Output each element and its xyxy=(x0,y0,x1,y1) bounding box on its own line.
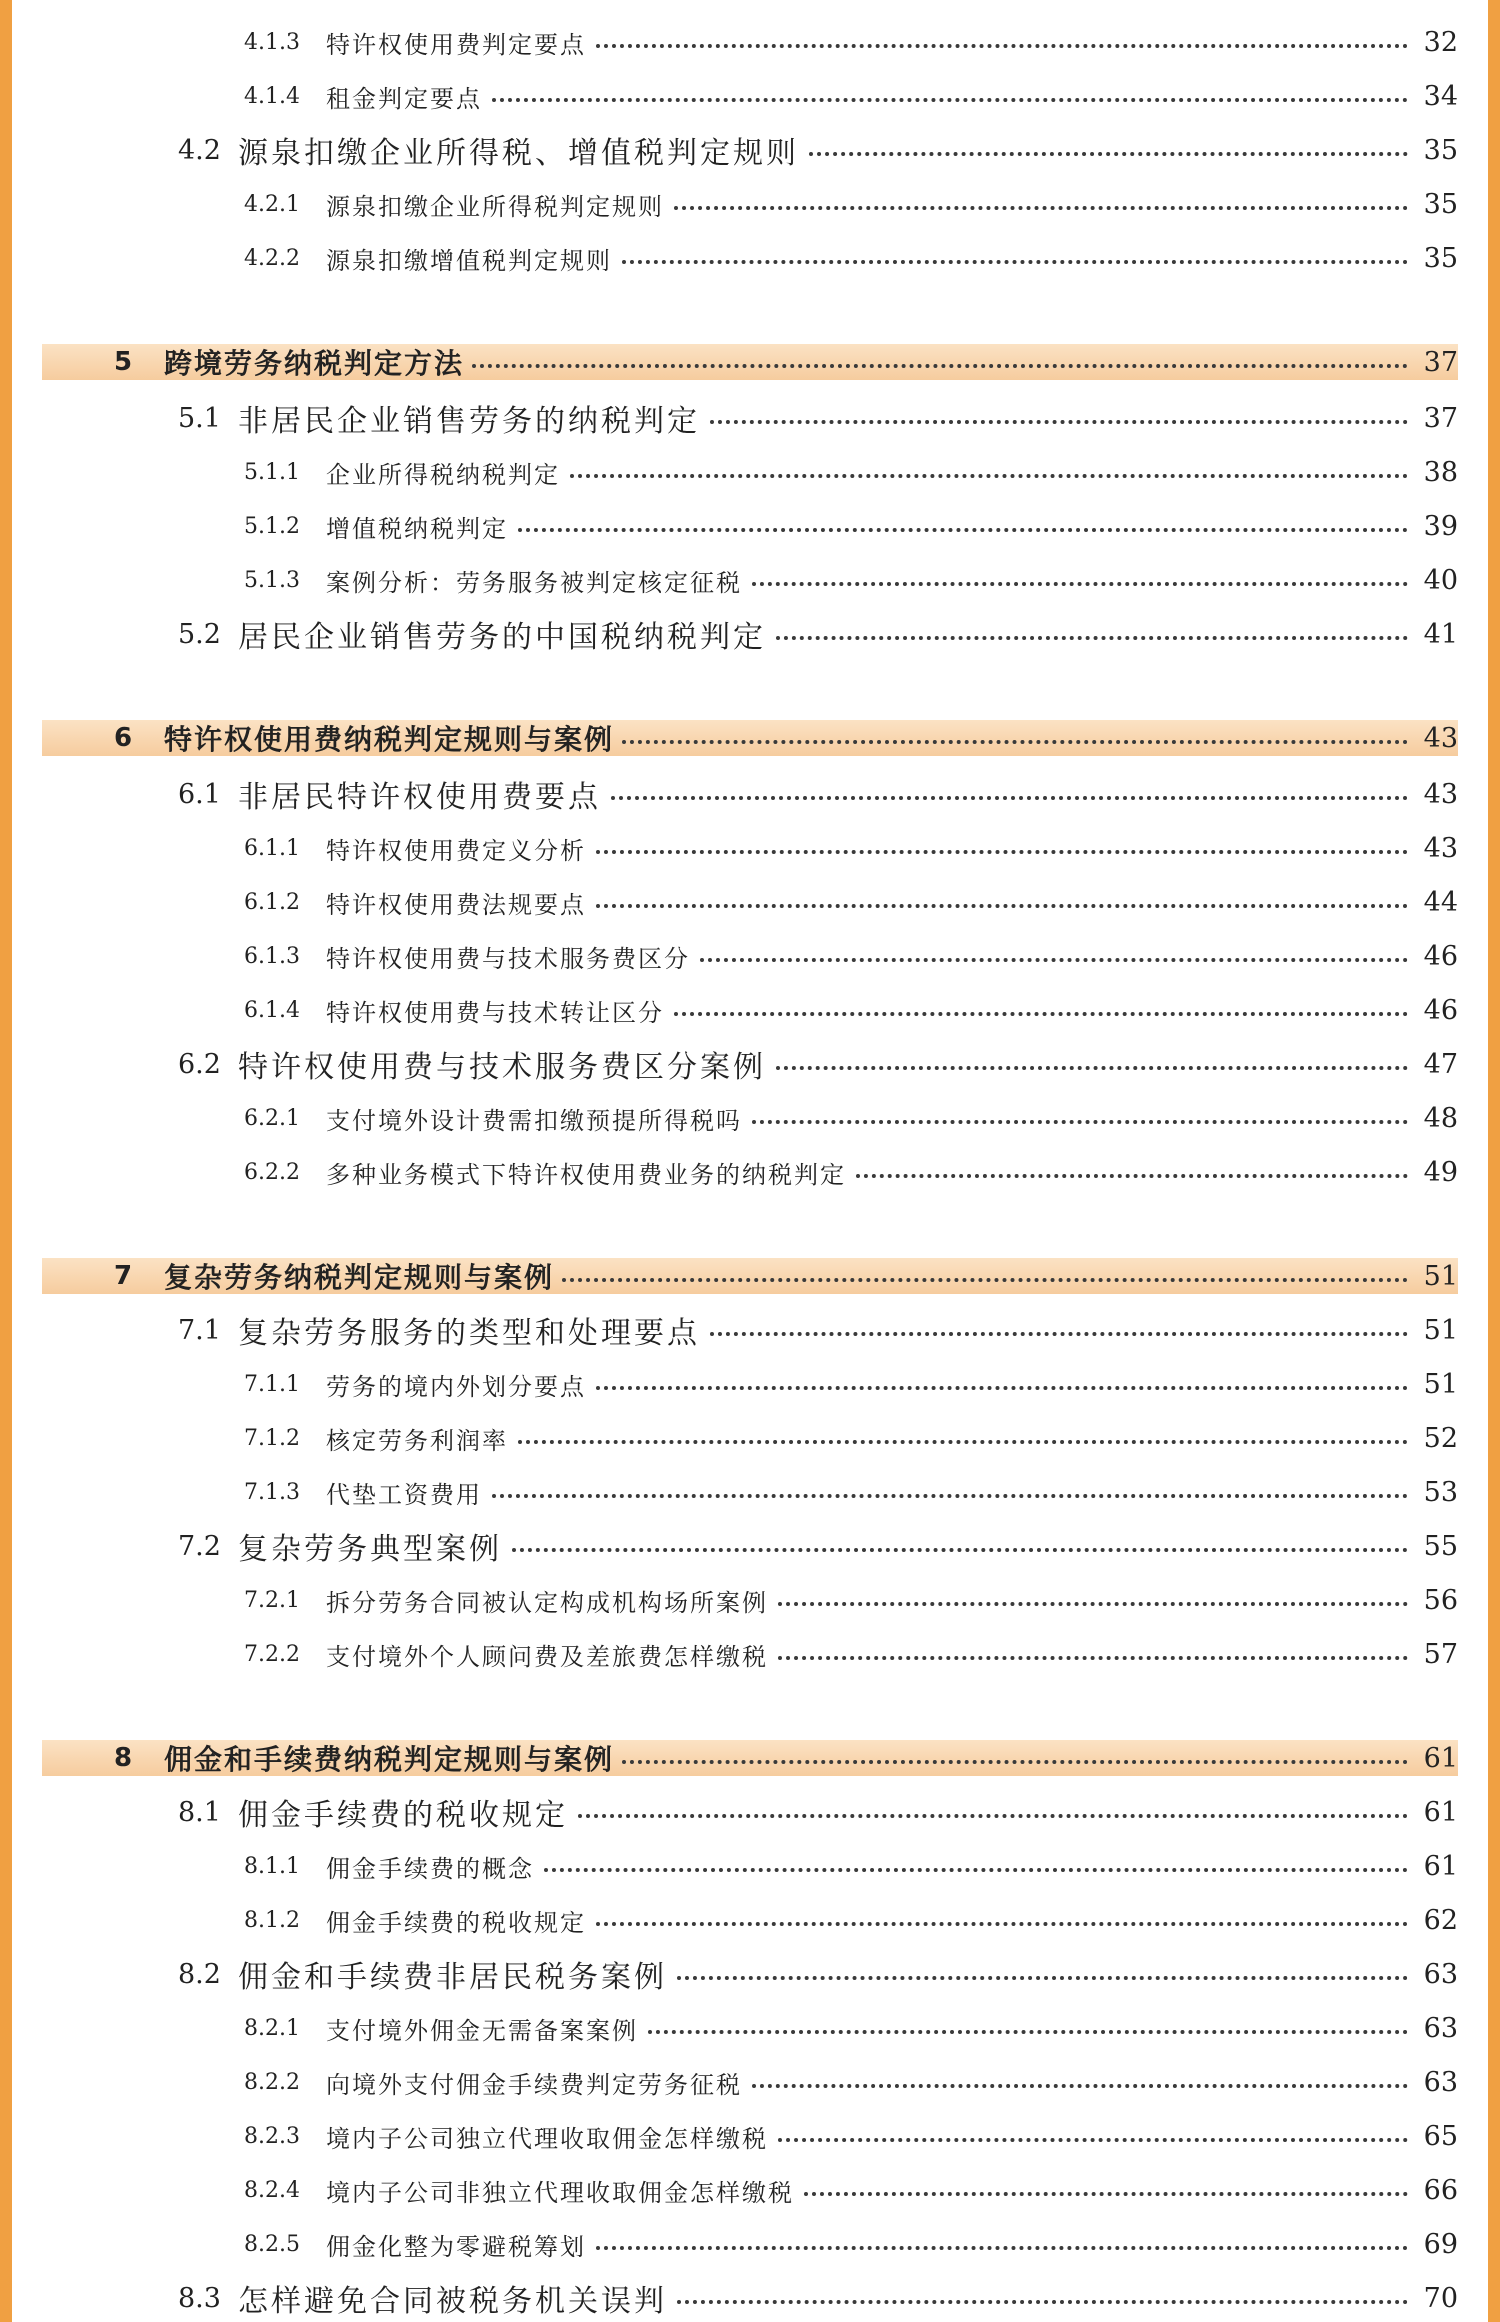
toc-entry-title: 特许权使用费纳税判定规则与案例 xyxy=(164,723,615,756)
toc-entry-number: 8.2 xyxy=(178,1958,221,1990)
toc-entry-title: 佣金和手续费非居民税务案例 xyxy=(238,1960,667,1995)
toc-entry-title: 支付境外佣金无需备案案例 xyxy=(326,2016,638,2045)
dot-leader xyxy=(856,1174,1408,1178)
toc-entry-number: 8.2.4 xyxy=(244,2177,300,2203)
dot-leader xyxy=(674,1012,1408,1016)
toc-page-number: 43 xyxy=(1423,832,1458,864)
toc-entry-number: 6 xyxy=(114,723,133,753)
toc-entry-number: 6.1.4 xyxy=(244,997,300,1023)
toc-page-number: 56 xyxy=(1423,1584,1458,1616)
dot-leader xyxy=(596,904,1408,908)
toc-entry-title: 多种业务模式下特许权使用费业务的纳税判定 xyxy=(326,1160,846,1189)
toc-entry-title: 复杂劳务纳税判定规则与案例 xyxy=(164,1261,555,1294)
toc-entry-6-2[interactable] xyxy=(42,1044,1458,1084)
toc-page-number: 70 xyxy=(1423,2282,1458,2314)
toc-page-number: 37 xyxy=(1423,346,1458,378)
toc-page-number: 38 xyxy=(1423,456,1458,488)
dot-leader xyxy=(752,582,1408,586)
toc-page-number: 32 xyxy=(1423,26,1458,58)
toc-entry-title: 佣金化整为零避税筹划 xyxy=(326,2232,586,2261)
toc-entry-title: 劳务的境内外划分要点 xyxy=(326,1372,586,1401)
toc-entry-title: 代垫工资费用 xyxy=(326,1480,482,1509)
toc-entry-4-2-2[interactable] xyxy=(42,238,1458,278)
dot-leader xyxy=(512,1548,1408,1552)
toc-entry-title: 佣金和手续费纳税判定规则与案例 xyxy=(164,1743,615,1776)
toc-entry-7-2-1[interactable] xyxy=(42,1580,1458,1620)
dot-leader xyxy=(700,958,1408,962)
toc-entry-number: 5 xyxy=(114,347,133,377)
dot-leader xyxy=(622,260,1408,264)
toc-entry-4-1-4[interactable] xyxy=(42,76,1458,116)
dot-leader xyxy=(596,1386,1408,1390)
toc-page-number: 35 xyxy=(1423,242,1458,274)
toc-entry-title: 特许权使用费与技术服务费区分 xyxy=(326,944,690,973)
toc-chapter-5[interactable] xyxy=(42,344,1458,380)
toc-page-number: 51 xyxy=(1423,1368,1458,1400)
toc-entry-8-2-4[interactable] xyxy=(42,2170,1458,2210)
toc-entry-number: 6.2 xyxy=(178,1048,221,1080)
toc-entry-number: 5.1.1 xyxy=(244,459,300,485)
toc-entry-title: 支付境外设计费需扣缴预提所得税吗 xyxy=(326,1106,742,1135)
toc-entry-title: 租金判定要点 xyxy=(326,84,482,113)
dot-leader xyxy=(472,364,1408,368)
toc-entry-number: 7.1 xyxy=(178,1314,221,1346)
toc-entry-8-2-2[interactable] xyxy=(42,2062,1458,2102)
toc-entry-5-1-3[interactable] xyxy=(42,560,1458,600)
toc-entry-7-1[interactable] xyxy=(42,1310,1458,1350)
toc-entry-5-1-2[interactable] xyxy=(42,506,1458,546)
toc-entry-title: 源泉扣缴企业所得税、增值税判定规则 xyxy=(238,136,799,171)
toc-entry-number: 8.2.1 xyxy=(244,2015,300,2041)
dot-leader xyxy=(710,420,1408,424)
toc-entry-number: 4.2.1 xyxy=(244,191,300,217)
toc-page-number: 52 xyxy=(1423,1422,1458,1454)
dot-leader xyxy=(596,2246,1408,2250)
toc-entry-6-1-3[interactable] xyxy=(42,936,1458,976)
toc-page-number: 44 xyxy=(1423,886,1458,918)
toc-entry-8-2-5[interactable] xyxy=(42,2224,1458,2264)
toc-chapter-6[interactable] xyxy=(42,720,1458,756)
toc-page-number: 63 xyxy=(1423,2012,1458,2044)
toc-chapter-8[interactable] xyxy=(42,1740,1458,1776)
toc-entry-number: 5.1.3 xyxy=(244,567,300,593)
toc-entry-7-1-2[interactable] xyxy=(42,1418,1458,1458)
toc-entry-8-2[interactable] xyxy=(42,1954,1458,1994)
toc-entry-title: 特许权使用费法规要点 xyxy=(326,890,586,919)
dot-leader xyxy=(752,2084,1408,2088)
toc-entry-title: 核定劳务利润率 xyxy=(326,1426,508,1455)
toc-entry-5-2[interactable] xyxy=(42,614,1458,654)
dot-leader xyxy=(710,1332,1408,1336)
toc-page-number: 51 xyxy=(1423,1260,1458,1292)
toc-entry-number: 8.1.1 xyxy=(244,1853,300,1879)
dot-leader xyxy=(804,2192,1408,2196)
toc-page-number: 55 xyxy=(1423,1530,1458,1562)
toc-page-number: 61 xyxy=(1423,1850,1458,1882)
toc-entry-number: 7 xyxy=(114,1261,133,1291)
toc-entry-8-2-3[interactable] xyxy=(42,2116,1458,2156)
toc-entry-number: 8.2.3 xyxy=(244,2123,300,2149)
toc-entry-number: 6.1 xyxy=(178,778,221,810)
dot-leader xyxy=(648,2030,1408,2034)
toc-page-number: 46 xyxy=(1423,940,1458,972)
toc-entry-number: 8.3 xyxy=(178,2282,221,2314)
toc-entry-title: 案例分析：劳务服务被判定核定征税 xyxy=(326,568,742,597)
toc-entry-number: 7.2.2 xyxy=(244,1641,300,1667)
toc-page-number: 61 xyxy=(1423,1742,1458,1774)
toc-entry-6-2-2[interactable] xyxy=(42,1152,1458,1192)
toc-page-number: 40 xyxy=(1423,564,1458,596)
toc-entry-number: 6.1.3 xyxy=(244,943,300,969)
dot-leader xyxy=(544,1868,1408,1872)
toc-entry-number: 4.1.3 xyxy=(244,29,300,55)
dot-leader xyxy=(677,1976,1408,1980)
toc-entry-8-1-2[interactable] xyxy=(42,1900,1458,1940)
toc-page-number: 62 xyxy=(1423,1904,1458,1936)
toc-entry-4-2-1[interactable] xyxy=(42,184,1458,224)
toc-page-number: 35 xyxy=(1423,134,1458,166)
toc-page-number: 43 xyxy=(1423,722,1458,754)
toc-entry-5-1[interactable] xyxy=(42,398,1458,438)
toc-entry-title: 境内子公司非独立代理收取佣金怎样缴税 xyxy=(326,2178,794,2207)
toc-entry-6-1[interactable] xyxy=(42,774,1458,814)
toc-page-number: 43 xyxy=(1423,778,1458,810)
toc-page-number: 57 xyxy=(1423,1638,1458,1670)
toc-entry-number: 6.1.2 xyxy=(244,889,300,915)
dot-leader xyxy=(562,1278,1408,1282)
toc-entry-6-1-4[interactable] xyxy=(42,990,1458,1030)
toc-entry-7-1-3[interactable] xyxy=(42,1472,1458,1512)
dot-leader xyxy=(752,1120,1408,1124)
dot-leader xyxy=(778,1602,1408,1606)
toc-entry-title: 佣金手续费的税收规定 xyxy=(326,1908,586,1937)
toc-page-number: 47 xyxy=(1423,1048,1458,1080)
toc-entry-number: 8.1.2 xyxy=(244,1907,300,1933)
toc-entry-number: 4.1.4 xyxy=(244,83,300,109)
toc-entry-number: 5.1.2 xyxy=(244,513,300,539)
toc-entry-title: 企业所得税纳税判定 xyxy=(326,460,560,489)
toc-page-number: 37 xyxy=(1423,402,1458,434)
toc-entry-6-1-1[interactable] xyxy=(42,828,1458,868)
dot-leader xyxy=(677,2300,1408,2304)
toc-entry-title: 复杂劳务服务的类型和处理要点 xyxy=(238,1316,700,1351)
toc-entry-6-1-2[interactable] xyxy=(42,882,1458,922)
dot-leader xyxy=(622,740,1408,744)
toc-entry-number: 6.2.1 xyxy=(244,1105,300,1131)
toc-page-number: 41 xyxy=(1423,618,1458,650)
toc-page-number: 63 xyxy=(1423,1958,1458,1990)
toc-entry-title: 佣金手续费的税收规定 xyxy=(238,1798,568,1833)
toc-entry-title: 源泉扣缴企业所得税判定规则 xyxy=(326,192,664,221)
toc-page-number: 65 xyxy=(1423,2120,1458,2152)
toc-page-number: 61 xyxy=(1423,1796,1458,1828)
toc-entry-title: 向境外支付佣金手续费判定劳务征税 xyxy=(326,2070,742,2099)
toc-entry-8-3[interactable] xyxy=(42,2278,1458,2318)
dot-leader xyxy=(809,152,1408,156)
toc-entry-number: 4.2 xyxy=(178,134,221,166)
toc-page-number: 39 xyxy=(1423,510,1458,542)
toc-entry-title: 境内子公司独立代理收取佣金怎样缴税 xyxy=(326,2124,768,2153)
toc-page-number: 34 xyxy=(1423,80,1458,112)
toc-page-number: 63 xyxy=(1423,2066,1458,2098)
dot-leader xyxy=(776,1066,1408,1070)
dot-leader xyxy=(778,1656,1408,1660)
toc-entry-title: 佣金手续费的概念 xyxy=(326,1854,534,1883)
toc-entry-title: 非居民特许权使用费要点 xyxy=(238,780,601,815)
dot-leader xyxy=(492,1494,1408,1498)
toc-entry-5-1-1[interactable] xyxy=(42,452,1458,492)
toc-entry-number: 8.2.2 xyxy=(244,2069,300,2095)
toc-page-number: 53 xyxy=(1423,1476,1458,1508)
toc-entry-title: 居民企业销售劳务的中国税纳税判定 xyxy=(238,620,766,655)
toc-entry-7-1-1[interactable] xyxy=(42,1364,1458,1404)
dot-leader xyxy=(776,636,1408,640)
toc-entry-number: 6.1.1 xyxy=(244,835,300,861)
toc-page-number: 69 xyxy=(1423,2228,1458,2260)
toc-entry-title: 支付境外个人顾问费及差旅费怎样缴税 xyxy=(326,1642,768,1671)
toc-entry-8-1[interactable] xyxy=(42,1792,1458,1832)
toc-entry-7-2[interactable] xyxy=(42,1526,1458,1566)
toc-entry-number: 6.2.2 xyxy=(244,1159,300,1185)
dot-leader xyxy=(611,796,1408,800)
toc-entry-number: 4.2.2 xyxy=(244,245,300,271)
toc-page-number: 51 xyxy=(1423,1314,1458,1346)
toc-entry-number: 7.1.1 xyxy=(244,1371,300,1397)
dot-leader xyxy=(518,528,1408,532)
toc-entry-number: 8 xyxy=(114,1743,133,1773)
toc-entry-title: 增值税纳税判定 xyxy=(326,514,508,543)
toc-page-number: 49 xyxy=(1423,1156,1458,1188)
dot-leader xyxy=(596,850,1408,854)
toc-entry-number: 7.1.2 xyxy=(244,1425,300,1451)
dot-leader xyxy=(596,1922,1408,1926)
toc-entry-6-2-1[interactable] xyxy=(42,1098,1458,1138)
toc-entry-title: 特许权使用费判定要点 xyxy=(326,30,586,59)
toc-entry-4-2[interactable] xyxy=(42,130,1458,170)
toc-entry-4-1-3[interactable] xyxy=(42,22,1458,62)
toc-entry-title: 跨境劳务纳税判定方法 xyxy=(164,347,465,380)
dot-leader xyxy=(518,1440,1408,1444)
toc-chapter-7[interactable] xyxy=(42,1258,1458,1294)
toc-entry-title: 非居民企业销售劳务的纳税判定 xyxy=(238,404,700,439)
toc-entry-title: 源泉扣缴增值税判定规则 xyxy=(326,246,612,275)
toc-entry-title: 拆分劳务合同被认定构成机构场所案例 xyxy=(326,1588,768,1617)
toc-entry-title: 特许权使用费定义分析 xyxy=(326,836,586,865)
toc-entry-number: 5.2 xyxy=(178,618,221,650)
toc-page-number: 35 xyxy=(1423,188,1458,220)
dot-leader xyxy=(674,206,1408,210)
dot-leader xyxy=(596,44,1408,48)
toc-page-number: 48 xyxy=(1423,1102,1458,1134)
toc-entry-number: 8.1 xyxy=(178,1796,221,1828)
dot-leader xyxy=(492,98,1408,102)
dot-leader xyxy=(570,474,1408,478)
toc-entry-number: 7.2 xyxy=(178,1530,221,1562)
toc-entry-title: 怎样避免合同被税务机关误判 xyxy=(238,2284,667,2319)
toc-entry-8-2-1[interactable] xyxy=(42,2008,1458,2048)
toc-entry-title: 特许权使用费与技术转让区分 xyxy=(326,998,664,1027)
dot-leader xyxy=(778,2138,1408,2142)
dot-leader xyxy=(578,1814,1408,1818)
toc-entry-number: 7.2.1 xyxy=(244,1587,300,1613)
toc-entry-title: 特许权使用费与技术服务费区分案例 xyxy=(238,1050,766,1085)
toc-page-number: 66 xyxy=(1423,2174,1458,2206)
toc-entry-8-1-1[interactable] xyxy=(42,1846,1458,1886)
toc-entry-7-2-2[interactable] xyxy=(42,1634,1458,1674)
toc-entry-number: 8.2.5 xyxy=(244,2231,300,2257)
dot-leader xyxy=(622,1760,1408,1764)
toc-entry-title: 复杂劳务典型案例 xyxy=(238,1532,502,1567)
toc-page-number: 46 xyxy=(1423,994,1458,1026)
toc-entry-number: 5.1 xyxy=(178,402,221,434)
toc-entry-number: 7.1.3 xyxy=(244,1479,300,1505)
